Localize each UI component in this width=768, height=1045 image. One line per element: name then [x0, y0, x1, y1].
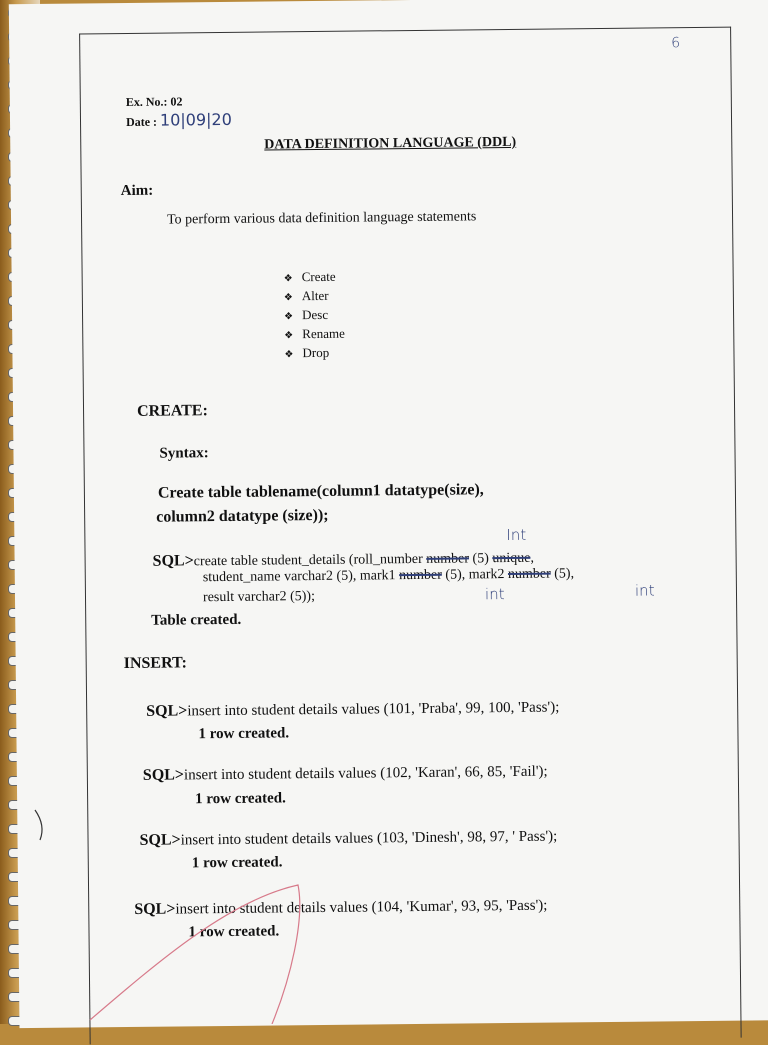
date-row [126, 110, 232, 130]
insert-statement: SQL>insert into student details values (103, 'Dinesh', 98, 97, ' Pass'); [139, 828, 558, 849]
insert-statement: SQL>insert into student details values (101, 'Praba', 99, 100, 'Pass'); [146, 699, 560, 720]
list-item: ❖ Desc [284, 306, 345, 326]
sql-prompt: SQL> [152, 552, 194, 570]
paper-sheet [9, 0, 768, 1028]
page-content [93, 0, 744, 1027]
syntax-line-2: column2 datatype (size)); [156, 506, 329, 526]
aim-label: Aim: [120, 182, 154, 200]
insert-statement: SQL>insert into student details values (104, 'Kumar', 93, 95, 'Pass'); [134, 897, 548, 918]
handwritten-annotation: int [634, 581, 655, 600]
insert-statement: SQL>insert into student details values (102, 'Karan', 66, 85, 'Fail'); [142, 763, 548, 784]
insert-result: 1 row created. [198, 725, 290, 743]
create-heading: CREATE: [136, 402, 208, 420]
aim-text: To perform various data definition language statements [166, 209, 477, 228]
insert-result: 1 row created. [188, 923, 280, 941]
insert-heading: INSERT: [123, 654, 187, 673]
handwritten-annotation: Int [506, 525, 527, 545]
create-result: Table created. [151, 611, 242, 629]
list-item: ❖ Create [284, 268, 345, 288]
diamond-bullet-icon: ❖ [283, 292, 293, 304]
diamond-bullet-icon: ❖ [283, 273, 293, 285]
page-number: 6 [671, 35, 681, 52]
sql-prompt: SQL> [134, 900, 176, 918]
create-sql-line-2: student_name varchar2 (5), mark1 number (5), mark2 number (5), [202, 566, 575, 586]
sql-prompt: SQL> [146, 702, 188, 720]
page-title: DATA DEFINITION LANGUAGE (DDL) [264, 134, 517, 153]
create-sql-line-3: result varchar2 (5)); [202, 589, 316, 606]
exercise-number: Ex. No.: 02 [125, 94, 183, 109]
syntax-line-1: Create table tablename(column1 datatype(size), [157, 481, 484, 502]
date-label: Date : [125, 114, 158, 129]
insert-result: 1 row created. [191, 854, 283, 872]
sql-prompt: SQL> [139, 831, 181, 849]
syntax-label: Syntax: [159, 445, 209, 462]
list-item: ❖ Drop [284, 344, 345, 364]
diamond-bullet-icon: ❖ [284, 311, 294, 323]
diamond-bullet-icon: ❖ [284, 349, 294, 361]
sql-prompt: SQL> [142, 766, 185, 784]
diamond-bullet-icon: ❖ [284, 330, 294, 342]
date-value: 10|09|20 [159, 109, 232, 130]
list-item: ❖ Alter [284, 287, 345, 307]
handwritten-annotation: int [484, 585, 505, 604]
create-sql-line-1: SQL>create table student_details (roll_number number (5) unique, [152, 550, 535, 570]
insert-result: 1 row created. [195, 790, 286, 808]
command-list [284, 268, 346, 364]
list-item: ❖ Rename [284, 325, 345, 345]
